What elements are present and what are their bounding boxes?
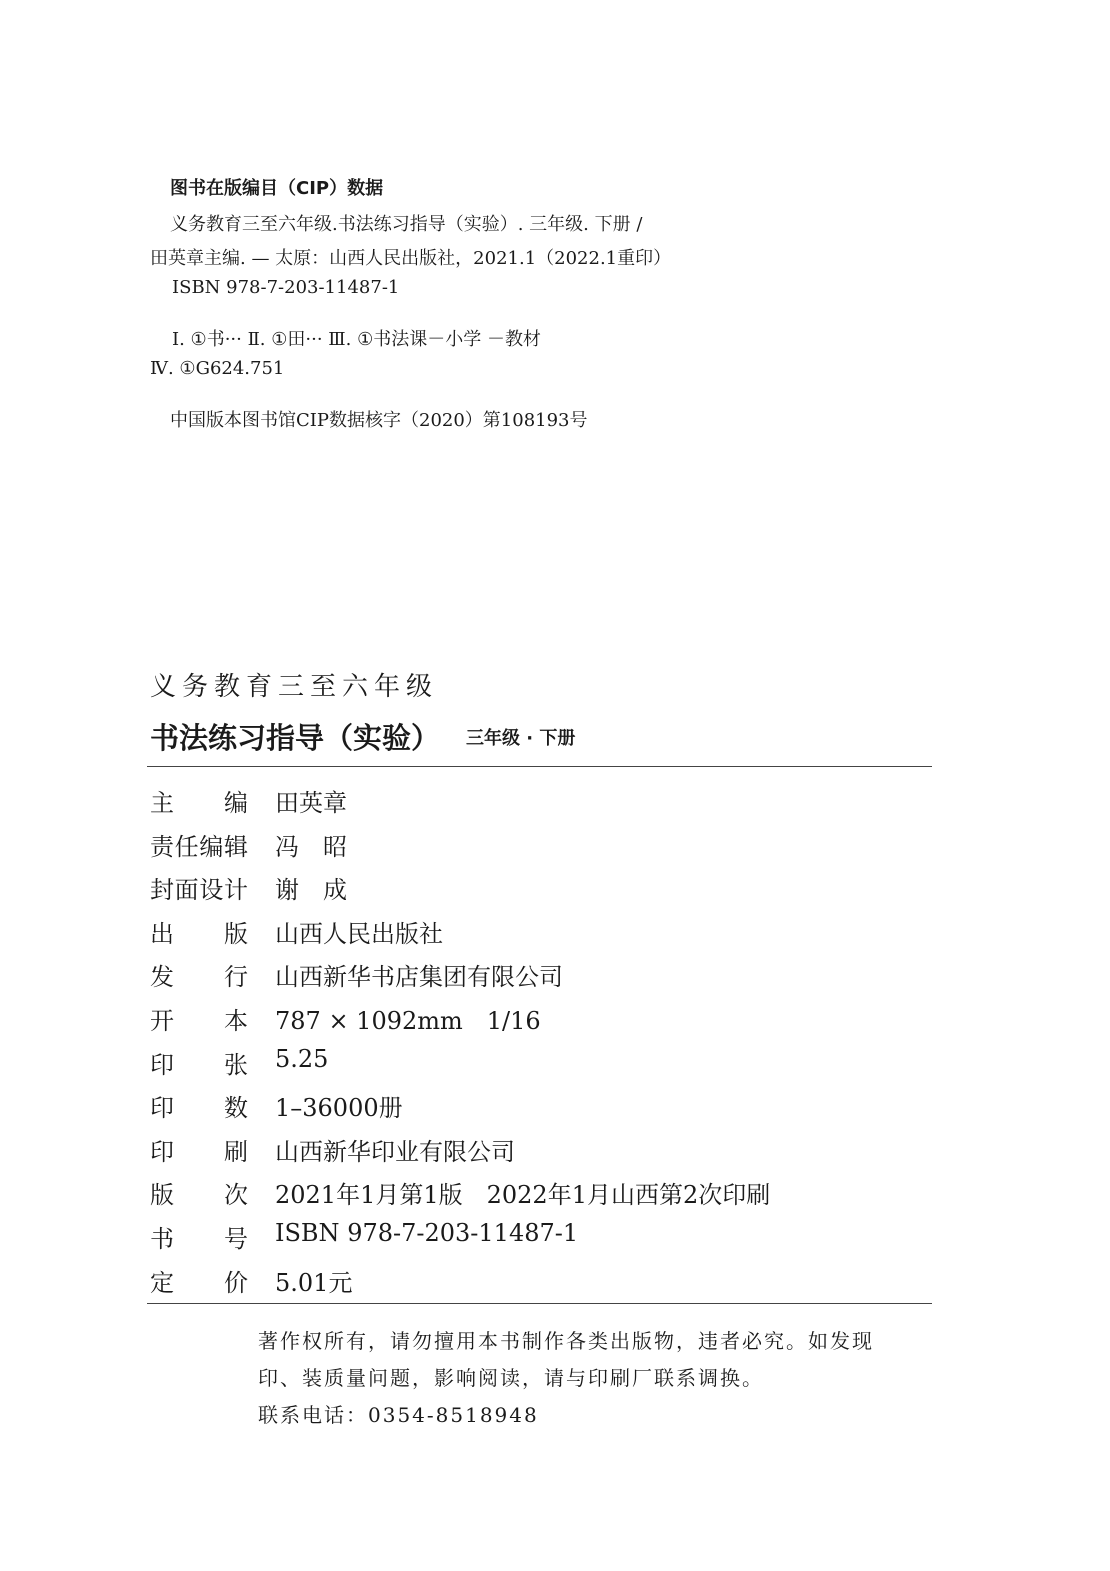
- info-label-char: 面: [174, 876, 199, 905]
- info-label-char: 印: [150, 1050, 174, 1079]
- info-label: [150, 1263, 248, 1298]
- info-value: 山西人民出版社: [275, 919, 443, 948]
- info-label-char: 编: [224, 789, 248, 817]
- info-label-char: 行: [224, 963, 248, 992]
- info-label-char: 刷: [224, 1137, 248, 1166]
- info-label: [150, 1175, 248, 1210]
- info-label-char: 设: [199, 876, 224, 905]
- cip-line-isbn: ISBN 978-7-203-11487-1: [172, 277, 400, 298]
- series-title: 义务教育三至六年级: [150, 672, 439, 702]
- info-label-char: 封: [150, 876, 174, 905]
- info-label-char: 张: [224, 1050, 248, 1079]
- info-value: 谢 成: [275, 876, 347, 905]
- grade-volume: 三年级 · 下册: [466, 728, 576, 749]
- info-label-char: 出: [150, 919, 174, 948]
- info-label: [150, 1132, 248, 1167]
- info-value: 5.25: [275, 1044, 329, 1073]
- cip-heading: 图书在版编目（CIP）数据: [170, 178, 384, 199]
- info-value: 2021年1月第1版 2022年1月山西第2次印刷: [275, 1181, 771, 1210]
- info-label: [150, 827, 248, 862]
- info-label-char: 任: [174, 832, 199, 861]
- info-label-char: 号: [224, 1225, 248, 1253]
- contact-phone: 联系电话：0354-8518948: [258, 1403, 539, 1427]
- info-label-char: 辑: [223, 832, 248, 861]
- info-label-char: 开: [150, 1007, 174, 1035]
- info-value: 1–36000册: [275, 1094, 403, 1123]
- info-value: 山西新华印业有限公司: [275, 1137, 515, 1166]
- info-label: [150, 1219, 248, 1254]
- cip-line-title: 义务教育三至六年级.书法练习指导（实验）. 三年级. 下册 /: [170, 214, 643, 235]
- info-label-char: 计: [223, 876, 248, 905]
- info-label-char: 编: [199, 832, 224, 861]
- info-value: 5.01元: [275, 1268, 353, 1297]
- info-label: [150, 1001, 248, 1036]
- info-label-char: 次: [224, 1181, 248, 1210]
- info-label-char: 版: [224, 919, 248, 948]
- info-label-char: 印: [150, 1137, 174, 1166]
- info-label: [150, 870, 248, 905]
- info-label: [150, 957, 248, 992]
- info-label: [150, 783, 248, 818]
- info-label-char: 主: [150, 789, 174, 817]
- info-label-char: 书: [150, 1225, 174, 1253]
- info-label-char: 版: [150, 1181, 174, 1210]
- info-label-char: 发: [150, 963, 174, 992]
- info-value: 田英章: [275, 789, 347, 817]
- copyright-notice-line-2: 印、装质量问题，影响阅读，请与印刷厂联系调换。: [258, 1366, 764, 1390]
- info-label-char: 印: [150, 1094, 174, 1123]
- info-label-char: 定: [150, 1268, 174, 1297]
- info-value: 山西新华书店集团有限公司: [275, 963, 563, 992]
- info-label-char: 责: [150, 832, 174, 861]
- info-label-char: 本: [224, 1007, 248, 1035]
- bottom-divider: [147, 1303, 932, 1304]
- book-title: 书法练习指导（实验）: [150, 721, 441, 755]
- info-label: [150, 1088, 248, 1123]
- top-divider: [147, 766, 932, 767]
- info-label: [150, 914, 248, 949]
- cip-line-record-number: 中国版本图书馆CIP数据核字（2020）第108193号: [170, 410, 588, 431]
- info-value: 787 × 1092mm 1/16: [275, 1007, 541, 1035]
- cip-line-classification: Ⅳ. ①G624.751: [150, 358, 285, 379]
- info-label-char: 价: [224, 1268, 248, 1297]
- info-value: ISBN 978-7-203-11487-1: [275, 1219, 579, 1247]
- info-label-char: 数: [224, 1094, 248, 1123]
- cip-line-subjects: Ⅰ. ①书··· Ⅱ. ①田··· Ⅲ. ①书法课－小学 －教材: [172, 329, 541, 350]
- cip-line-publisher: 田英章主编. — 太原：山西人民出版社，2021.1（2022.1重印）: [150, 248, 672, 269]
- info-label: [150, 1045, 248, 1080]
- copyright-notice-line-1: 著作权所有，请勿擅用本书制作各类出版物，违者必究。如发现: [258, 1329, 874, 1353]
- info-value: 冯 昭: [275, 832, 347, 861]
